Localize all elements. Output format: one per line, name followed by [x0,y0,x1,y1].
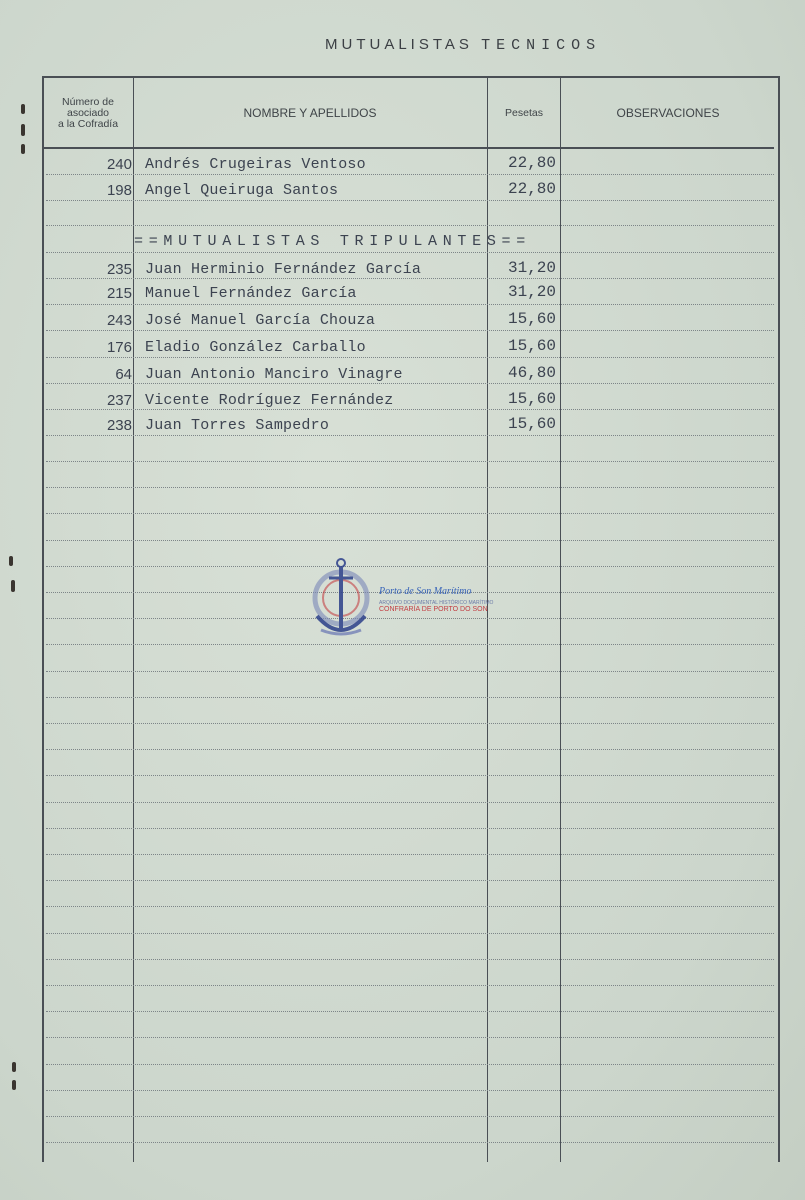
ruled-line [46,540,774,541]
header-rule [44,147,774,149]
member-number: 64 [115,366,132,383]
ruled-line [46,461,774,462]
ledger-row [0,281,805,305]
member-amount: 31,20 [507,259,556,277]
member-name: Angel Queiruga Santos [145,182,339,199]
member-name: Manuel Fernández García [145,285,357,302]
ruled-line [46,749,774,750]
ruled-line [46,697,774,698]
document-title [325,36,601,54]
member-amount: 15,60 [507,390,556,408]
header-number-line: asociado [66,106,110,119]
header-number [44,80,132,146]
member-number: 198 [106,182,132,199]
member-amount: 31,20 [507,283,556,301]
ruled-line [46,723,774,724]
member-name: Juan Herminio Fernández García [145,261,422,278]
member-name: Andrés Crugeiras Ventoso [145,156,366,173]
ruled-line [46,1116,774,1117]
member-number: 237 [106,392,132,409]
header-name: NOMBRE Y APELLIDOS [243,106,377,120]
ruled-line [46,1037,774,1038]
header-number-line: a la Cofradía [57,117,119,130]
member-amount: 15,60 [507,310,556,328]
member-name: José Manuel García Chouza [145,312,376,329]
ruled-line [46,225,774,226]
ruled-line [46,487,774,488]
member-amount: 22,80 [507,154,556,172]
ruled-line [46,252,774,253]
title-left: MUTUALISTAS [325,36,473,53]
ledger-row [0,388,805,412]
binder-hole-mark [21,104,25,114]
header-pesetas: Pesetas [505,106,543,119]
watermark-org: CONFRARÍA DE PORTO DO SON [379,606,488,613]
ruled-line [46,985,774,986]
ledger-row [0,308,805,332]
binder-hole-mark [12,1080,16,1090]
ruled-line [46,959,774,960]
binder-hole-mark [12,1062,16,1072]
ledger-row [0,335,805,359]
anchor-emblem-icon [307,556,377,646]
ruled-line [46,828,774,829]
ruled-line [46,513,774,514]
ruled-line [46,1064,774,1065]
member-name: Eladio González Carballo [145,339,366,356]
ruled-line [46,1090,774,1091]
watermark-brand: Porto de Son Marítimo [379,586,472,597]
member-name: Juan Antonio Manciro Vinagre [145,366,403,383]
member-amount: 15,60 [507,415,556,433]
binder-hole-mark [9,556,13,566]
binder-hole-mark [11,580,15,592]
ruled-line [46,1011,774,1012]
member-amount: 15,60 [507,337,556,355]
ledger-row [0,362,805,386]
title-right: TECNICOS [481,37,602,54]
member-amount: 22,80 [507,180,556,198]
member-number: 240 [106,156,132,173]
ledger-row [0,257,805,281]
ruled-line [46,906,774,907]
ruled-line [46,880,774,881]
column-divider [560,78,561,1162]
ledger-row [0,178,805,202]
member-number: 238 [106,417,132,434]
member-number: 215 [106,285,132,302]
watermark-subtitle: ARQUIVO DOCUMENTAL HISTÓRICO MARÍTIMO [379,600,494,606]
member-name: Juan Torres Sampedro [145,417,330,434]
header-number-line: Número de [62,95,114,108]
ruled-line [46,671,774,672]
member-amount: 46,80 [507,364,556,382]
member-number: 235 [106,261,132,278]
ledger-row [0,152,805,176]
ruled-line [46,933,774,934]
header-observations: OBSERVACIONES [616,106,720,120]
ruled-line [46,802,774,803]
member-name: Vicente Rodríguez Fernández [145,392,394,409]
ledger-row [0,413,805,437]
binder-hole-mark [21,124,25,136]
section-heading-tripulantes: ==MUTUALISTAS TRIPULANTES== [134,233,531,250]
ruled-line [46,1142,774,1143]
member-number: 176 [106,339,132,356]
ruled-line [46,775,774,776]
ruled-line [46,854,774,855]
archive-watermark [307,556,507,646]
member-number: 243 [106,312,132,329]
